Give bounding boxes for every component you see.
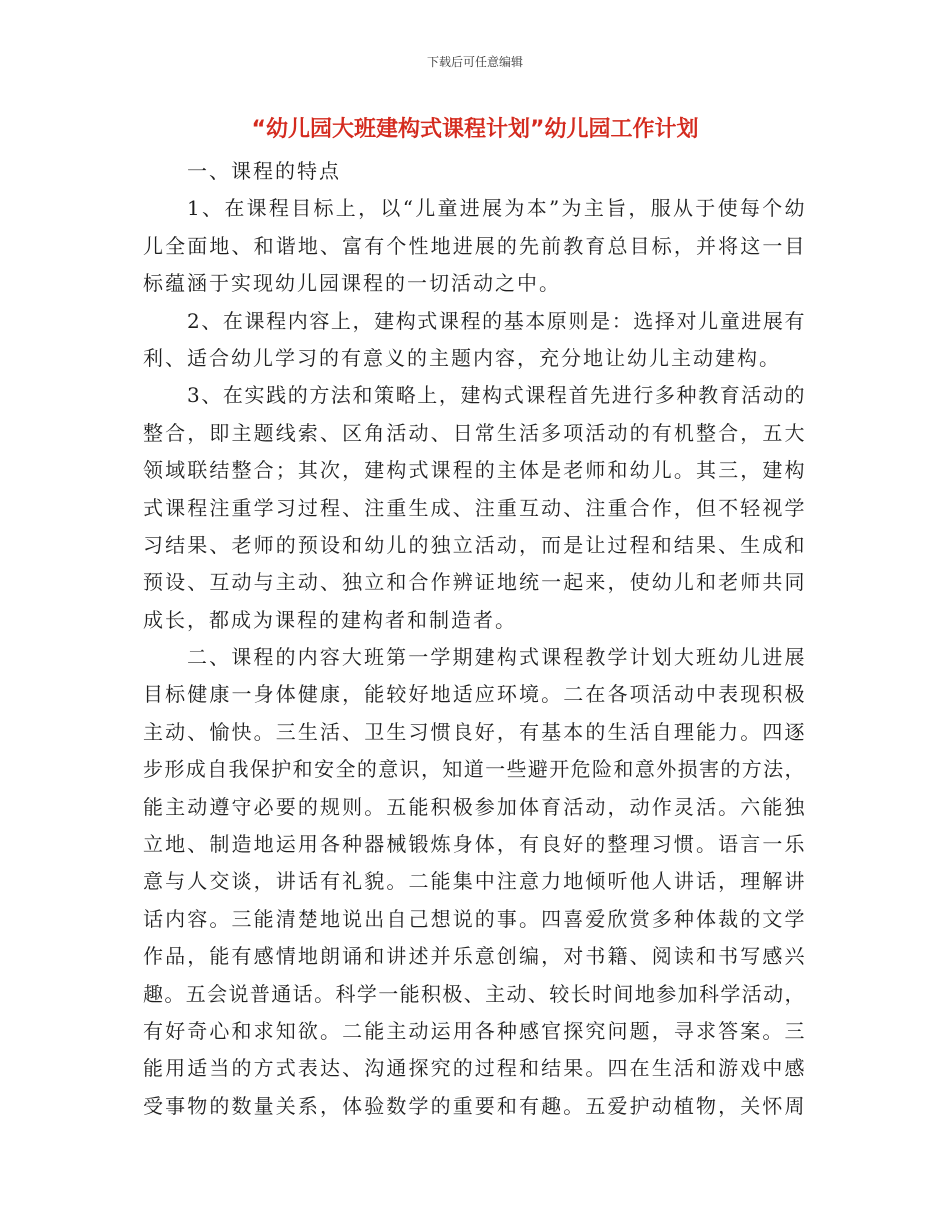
paragraph-line: 意与人交谈，讲话有礼貌。二能集中注意力地倾听他人讲话，理解讲 xyxy=(143,869,805,894)
paragraph-line: 有好奇心和求知欲。二能主动运用各种感官探究问题，寻求答案。三 xyxy=(143,1018,805,1043)
paragraph-line: 二、课程的内容大班第一学期建构式课程教学计划大班幼儿进展 xyxy=(187,645,805,670)
paragraph-line: 习结果、老师的预设和幼儿的独立活动，而是让过程和结果、生成和 xyxy=(143,532,805,557)
paragraph-line: 标蕴涵于实现幼儿园课程的一切活动之中。 xyxy=(143,271,561,296)
paragraph-line: 一、课程的特点 xyxy=(187,159,341,183)
paragraph-line: 能主动遵守必要的规则。五能积极参加体育活动，动作灵活。六能独 xyxy=(143,794,805,819)
paragraph-line: 受事物的数量关系，体验数学的重要和有趣。五爱护动植物，关怀周 xyxy=(143,1093,805,1118)
paragraph xyxy=(143,639,805,1125)
page-header-note: 下载后可任意编辑 xyxy=(426,55,523,69)
paragraph-line: 作品，能有感情地朗诵和讲述并乐意创编，对书籍、阅读和书写感兴 xyxy=(143,944,805,969)
paragraph-line: 领域联结整合；其次，建构式课程的主体是老师和幼儿。其三，建构 xyxy=(143,458,805,483)
paragraph-line: 儿全面地、和谐地、富有个性地进展的先前教育总目标，并将这一目 xyxy=(143,233,805,258)
paragraph-line: 能用适当的方式表达、沟通探究的过程和结果。四在生活和游戏中感 xyxy=(143,1056,805,1081)
paragraph-line: 1、在课程目标上，以“儿童进展为本”为主旨，服从于使每个幼 xyxy=(187,196,805,221)
paragraph xyxy=(143,303,805,378)
paragraph-line: 整合，即主题线索、区角活动、日常生活多项活动的有机整合，五大 xyxy=(143,420,805,445)
paragraph-line: 3、在实践的方法和策略上，建构式课程首先进行多种教育活动的 xyxy=(187,383,805,408)
document-title: “幼儿园大班建构式课程计划”幼儿园工作计划 xyxy=(251,117,699,142)
paragraph-line: 预设、互动与主动、独立和合作辨证地统一起来，使幼儿和老师共同 xyxy=(143,570,805,595)
paragraph-line: 立地、制造地运用各种器械锻炼身体，有良好的整理习惯。语言一乐 xyxy=(143,832,805,857)
paragraph-line: 步形成自我保护和安全的意识，知道一些避开危险和意外损害的方法， xyxy=(143,757,805,782)
paragraph-line: 成长，都成为课程的建构者和制造者。 xyxy=(143,607,517,632)
paragraph-line: 话内容。三能清楚地说出自己想说的事。四喜爱欣赏多种体裁的文学 xyxy=(143,906,805,931)
paragraph-line: 主动、愉快。三生活、卫生习惯良好，有基本的生活自理能力。四逐 xyxy=(143,719,805,744)
paragraph xyxy=(143,190,805,302)
paragraph-line: 2、在课程内容上，建构式课程的基本原则是：选择对儿童进展有 xyxy=(187,308,805,333)
paragraph-line: 式课程注重学习过程、注重生成、注重互动、注重合作，但不轻视学 xyxy=(143,495,805,520)
paragraph-line: 利、适合幼儿学习的有意义的主题内容，充分地让幼儿主动建构。 xyxy=(143,345,781,370)
paragraph-line: 目标健康一身体健康，能较好地适应环境。二在各项活动中表现积极 xyxy=(143,682,805,707)
paragraph xyxy=(143,377,805,639)
document-body xyxy=(143,153,805,1125)
paragraph xyxy=(143,153,805,190)
paragraph-line: 趣。五会说普通话。科学一能积极、主动、较长时间地参加科学活动， xyxy=(143,981,805,1006)
